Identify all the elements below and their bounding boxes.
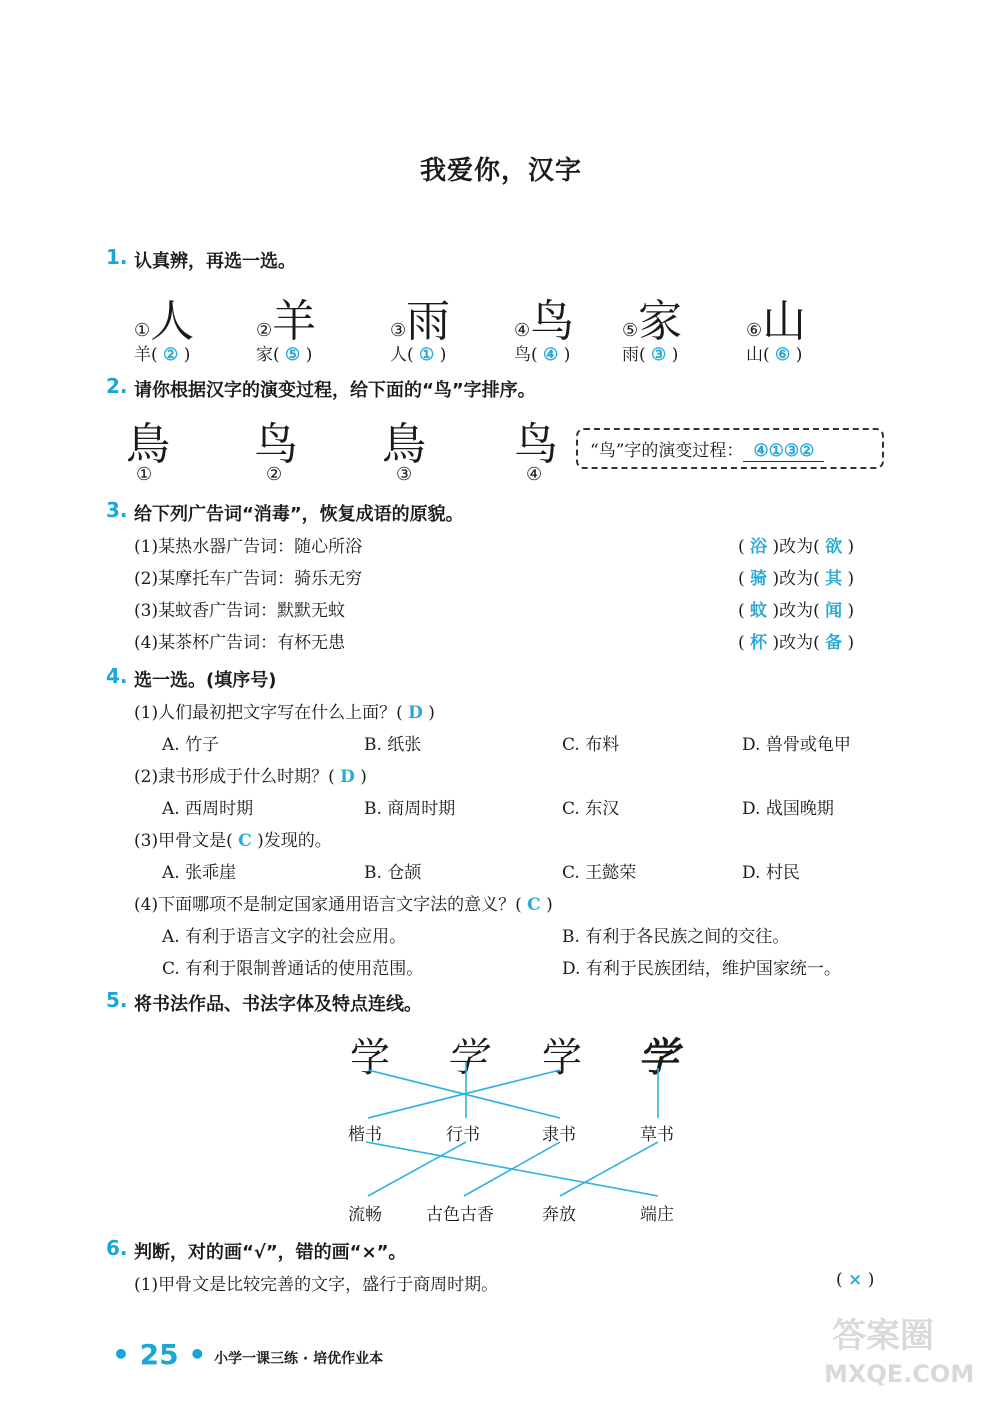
q1-text: 认真辨，再选一选。	[134, 251, 296, 272]
q4-option: C. 有利于限制普通话的使用范围。	[162, 959, 424, 979]
q3-answer-2: ( 骑 )改为( 其 )	[738, 569, 855, 589]
q4-option: B. 仓颉	[364, 863, 422, 883]
q1-glyph-5-char: 家	[638, 296, 683, 347]
q4-option: D. 村民	[742, 863, 800, 883]
q2-text: 请你根据汉字的演变过程，给下面的“鸟”字排序。	[134, 380, 536, 401]
q1-glyph-3-char: 雨	[406, 296, 451, 347]
q4-item-2: (2)隶书形成于什么时期？( D )	[134, 767, 367, 787]
q3-item-4: (4)某茶杯广告词：有杯无患	[134, 633, 346, 653]
q3-answer-1: ( 浴 )改为( 欲 )	[738, 537, 855, 557]
q2-glyph-4: 鸟	[514, 419, 558, 470]
q5-feature-3: 奔放	[542, 1205, 576, 1225]
q5-feature-2: 古色古香	[426, 1205, 494, 1225]
answer-text: ①	[419, 345, 435, 365]
q4-option: C. 东汉	[562, 799, 620, 819]
line-xingshu-liuchang	[368, 1142, 466, 1196]
q6-answer-1: ( × )	[836, 1270, 875, 1290]
q2-glyph-2: 鸟	[254, 419, 298, 470]
q1-glyph-2-label: ②	[256, 320, 273, 341]
q1-glyph-1-char: 人	[150, 296, 195, 347]
q1-answer-2: 家( ⑤ )	[256, 345, 313, 365]
q1-answer-4: 鸟( ④ )	[514, 345, 571, 365]
q3-number: 3.	[106, 498, 128, 522]
q1-glyph-2-char: 羊	[272, 296, 317, 347]
answer-text: ⑤	[285, 345, 301, 365]
q6-item-1: (1)甲骨文是比较完善的文字，盛行于商周时期。	[134, 1275, 499, 1295]
q5-font-2: 行书	[446, 1125, 480, 1145]
q5-feature-1: 流畅	[348, 1205, 382, 1225]
q4-option: A. 西周时期	[162, 799, 254, 819]
q3-item-2: (2)某摩托车广告词：骑乐无穷	[134, 569, 363, 589]
answer-text: ④	[543, 345, 559, 365]
page-title: 我爱你，汉字	[420, 156, 583, 186]
q6-text: 判断，对的画“√”，错的画“×”。	[134, 1242, 407, 1263]
q5-number: 5.	[106, 988, 128, 1012]
q5-work-1: 学	[350, 1035, 390, 1081]
q5-work-2: 学	[446, 1035, 486, 1081]
q4-option: A. 有利于语言文字的社会应用。	[162, 927, 407, 947]
q5-font-3: 隶书	[542, 1125, 576, 1145]
q3-answer-4: ( 杯 )改为( 备 )	[738, 633, 855, 653]
line-lishu-gusegu	[464, 1142, 560, 1196]
q3-answer-3: ( 蚊 )改为( 闻 )	[738, 601, 855, 621]
q2-label-2: ②	[266, 464, 283, 485]
q5-text: 将书法作品、书法字体及特点连线。	[134, 994, 422, 1015]
q1-glyph-4-char: 鸟	[530, 296, 575, 347]
q2-box-label: “鸟”字的演变过程：	[590, 441, 744, 461]
q2-label-3: ③	[396, 464, 413, 485]
q1-glyph-6-label: ⑥	[746, 320, 763, 341]
line-caoshu-benfang	[560, 1142, 658, 1196]
q4-option: C. 布料	[562, 735, 620, 755]
q4-item-3: (3)甲骨文是( C )发现的。	[134, 831, 332, 851]
q3-text: 给下列广告词“消毒”，恢复成语的原貌。	[134, 504, 464, 525]
book-title: 小学一课三练 · 培优作业本	[214, 1351, 384, 1367]
q4-option: D. 战国晚期	[742, 799, 834, 819]
watermark-logo: 答案圈	[832, 1316, 934, 1356]
watermark-url: MXQE.COM	[824, 1360, 975, 1388]
q2-glyph-1: 鳥	[126, 419, 170, 470]
q4-option: B. 纸张	[364, 735, 422, 755]
q4-text: 选一选。(填序号)	[134, 670, 277, 691]
q2-label-1: ①	[136, 464, 153, 485]
q4-option: A. 竹子	[162, 735, 220, 755]
q4-option: A. 张乖崖	[162, 863, 237, 883]
q1-number: 1.	[106, 245, 128, 269]
q4-option: B. 商周时期	[364, 799, 456, 819]
q2-glyph-3: 鳥	[382, 419, 426, 470]
answer-text: ③	[651, 345, 667, 365]
q1-answer-5: 雨( ③ )	[622, 345, 679, 365]
q5-work-4: 学	[638, 1034, 678, 1081]
q2-box-answer: ④①③②	[743, 441, 824, 462]
q4-option: B. 有利于各民族之间的交往。	[562, 927, 790, 947]
q2-number: 2.	[106, 374, 128, 398]
q1-answer-1: 羊( ② )	[134, 345, 191, 365]
q1-glyph-4-label: ④	[514, 320, 531, 341]
q5-feature-4: 端庄	[640, 1205, 674, 1225]
answer-text: ②	[163, 345, 179, 365]
q4-number: 4.	[106, 664, 128, 688]
answer-text: ⑥	[775, 345, 791, 365]
page-number: • 25 •	[112, 1338, 207, 1371]
q5-work-3: 学	[542, 1035, 582, 1081]
q1-glyph-6-char: 山	[762, 296, 807, 347]
q1-answer-3: 人( ① )	[390, 345, 447, 365]
q3-item-1: (1)某热水器广告词：随心所浴	[134, 537, 363, 557]
q3-item-3: (3)某蚊香广告词：默默无蚊	[134, 601, 346, 621]
q1-glyph-1-label: ①	[134, 320, 151, 341]
q6-number: 6.	[106, 1236, 128, 1260]
q4-item-1: (1)人们最初把文字写在什么上面？( D )	[134, 703, 435, 723]
q4-option: C. 王懿荣	[562, 863, 637, 883]
q2-label-4: ④	[526, 464, 543, 485]
q5-font-4: 草书	[640, 1125, 674, 1145]
q5-font-1: 楷书	[348, 1125, 382, 1145]
q1-glyph-3-label: ③	[390, 320, 407, 341]
q4-item-4: (4)下面哪项不是制定国家通用语言文字法的意义？( C )	[134, 895, 553, 915]
q4-option: D. 有利于民族团结，维护国家统一。	[562, 959, 841, 979]
q1-answer-6: 山( ⑥ )	[746, 345, 803, 365]
q1-glyph-5-label: ⑤	[622, 320, 639, 341]
q4-option: D. 兽骨或龟甲	[742, 735, 851, 755]
